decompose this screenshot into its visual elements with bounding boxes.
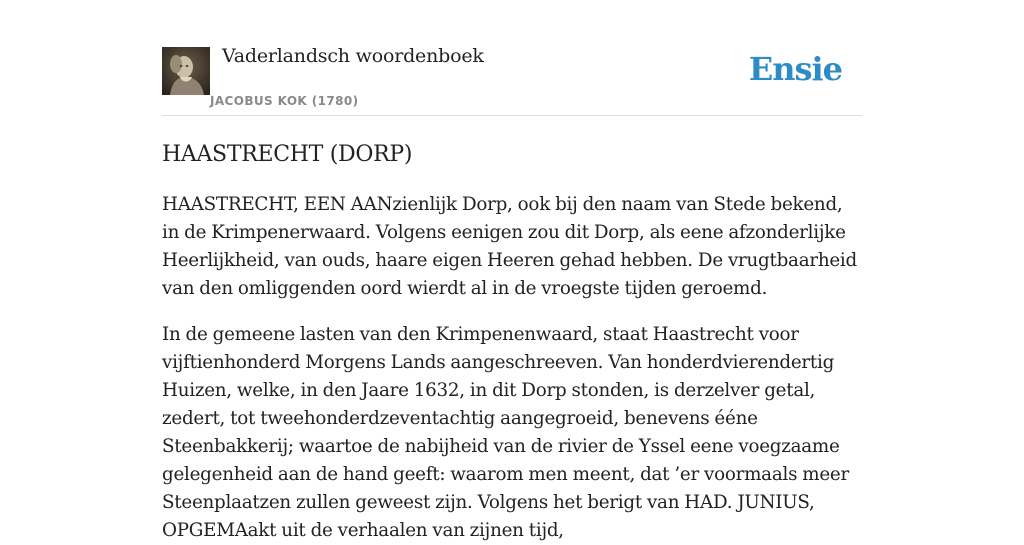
header [162,45,862,116]
article-paragraph: In de gemeene lasten van den Krimpenenwaard, staat Haastrecht voor vijftienhonderd Morgens Lands aangeschreeven. Van honderdvierendertig Huizen, welke, in den Jaare 1632, in dit Dorp stonden, is derzelver getal, zedert, tot tweehonderdzeventachtig aangegroeid, benevens ééne Steenbakkerij; waartoe de nabijheid van de rivier de Yssel eene voegzaame gelegenheid aan de hand geeft: waarom men meent, dat ’er voormaals meer Steenplaatzen zullen geweest zijn. Volgens het berigt van HAD. JUNIUS, OPGEMAakt uit de verhaalen van zijnen tijd, [162,324,849,541]
portrait-avatar-icon[interactable] [162,47,210,95]
ensie-logo[interactable]: Ensie [748,50,842,88]
book-title[interactable]: Vaderlandsch woordenboek [222,45,484,67]
article-title: HAASTRECHT (DORP) [162,142,413,167]
book-author: JACOBUS KOK (1780) [210,94,359,108]
article-paragraph: HAASTRECHT, EEN AANzienlijk Dorp, ook bij den naam van Stede bekend, in de Krimpenerwaard. Volgens eenigen zou dit Dorp, als eene afzonderlijke Heerlijkheid, van ouds, haare eigen Heeren gehad hebben. De vrugtbaarheid van den omliggenden oord wierdt al in de vroegste tijden geroemd. [162,194,857,299]
page [162,0,862,545]
